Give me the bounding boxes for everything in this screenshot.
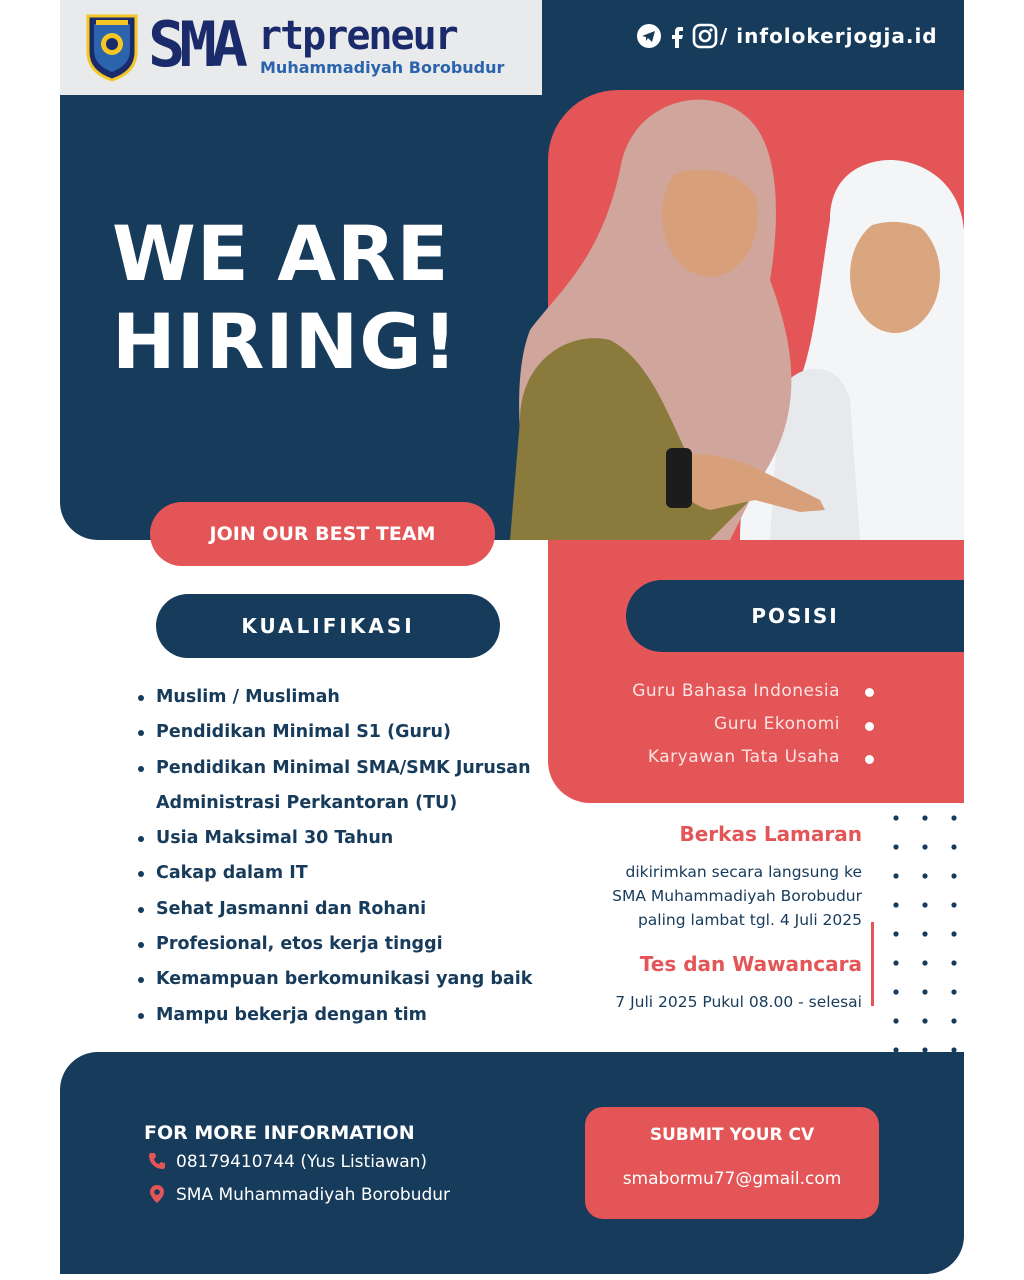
application-line: dikirimkan secara langsung ke <box>625 863 862 881</box>
list-item: Cakap dalam IT <box>136 856 546 891</box>
list-item: Kemampuan berkomunikasi yang baik <box>136 962 546 997</box>
decorative-dot <box>922 815 927 820</box>
decorative-dot <box>951 960 956 965</box>
decorative-dot <box>893 1018 898 1023</box>
qualifications-title: KUALIFIKASI <box>156 594 500 658</box>
phone-number[interactable]: 08179410744 (Yus Listiawan) <box>176 1152 428 1172</box>
list-item: Mampu bekerja dengan tim <box>136 998 546 1033</box>
instagram-icon[interactable] <box>692 23 718 49</box>
location-pin-icon <box>149 1184 165 1204</box>
decorative-dot <box>951 1018 956 1023</box>
decorative-dot <box>922 844 927 849</box>
decorative-dot <box>893 844 898 849</box>
brand-subtitle: Muhammadiyah Borobudur <box>260 58 505 77</box>
decorative-dot <box>893 931 898 936</box>
position-bullet <box>865 722 874 731</box>
position-item: Guru Bahasa Indonesia <box>632 681 840 701</box>
list-item: Usia Maksimal 30 Tahun <box>136 821 546 856</box>
decorative-dot <box>951 844 956 849</box>
position-item: Guru Ekonomi <box>714 714 840 734</box>
list-item: Pendidikan Minimal SMA/SMK Jurusan <box>136 751 546 786</box>
phone-icon <box>148 1152 166 1170</box>
decorative-dot <box>922 1018 927 1023</box>
join-team-button[interactable]: JOIN OUR BEST TEAM <box>150 502 495 566</box>
interview-title: Tes dan Wawancara <box>639 952 862 976</box>
social-handle: / infolokerjogja.id <box>720 24 938 48</box>
list-item-continuation: Administrasi Perkantoran (TU) <box>156 792 458 813</box>
application-title: Berkas Lamaran <box>679 822 862 846</box>
teacher-student-photo <box>500 60 964 540</box>
decorative-dot <box>951 902 956 907</box>
list-item: Profesional, etos kerja tinggi <box>136 927 546 962</box>
decorative-dot <box>951 873 956 878</box>
submit-cv-title: SUBMIT YOUR CV <box>649 1125 815 1145</box>
decorative-dot <box>951 815 956 820</box>
decorative-dot <box>922 989 927 994</box>
decorative-dot <box>893 902 898 907</box>
social-icons <box>636 22 718 50</box>
headline-line-2: HIRING! <box>112 297 459 386</box>
decorative-dot <box>893 989 898 994</box>
brand-suffix: rtpreneur <box>258 13 457 59</box>
address-text: SMA Muhammadiyah Borobudur <box>176 1185 451 1205</box>
decorative-dot <box>951 989 956 994</box>
school-crest-icon <box>84 12 140 82</box>
decorative-dot <box>893 873 898 878</box>
decorative-dot <box>922 931 927 936</box>
decorative-dot-grid <box>891 813 961 1053</box>
list-item: Pendidikan Minimal S1 (Guru) <box>136 715 546 750</box>
interview-detail: 7 Juli 2025 Pukul 08.00 - selesai <box>615 993 862 1011</box>
position-bullet <box>865 755 874 764</box>
telegram-icon[interactable] <box>636 23 662 49</box>
more-info-title: FOR MORE INFORMATION <box>144 1122 415 1144</box>
list-item: Muslim / Muslimah <box>136 680 546 715</box>
application-line: SMA Muhammadiyah Borobudur <box>612 887 862 905</box>
list-item: Sehat Jasmanni dan Rohani <box>136 892 546 927</box>
decorative-dot <box>922 960 927 965</box>
position-bullet <box>865 688 874 697</box>
positions-title: POSISI <box>626 580 964 652</box>
position-item: Karyawan Tata Usaha <box>647 747 840 767</box>
decorative-dot <box>893 960 898 965</box>
divider <box>871 922 874 1006</box>
qualifications-list <box>136 680 546 1033</box>
email-link[interactable]: smabormu77@gmail.com <box>622 1169 842 1189</box>
facebook-icon[interactable] <box>668 23 686 49</box>
headline-line-1: WE ARE <box>112 209 450 298</box>
decorative-dot <box>893 815 898 820</box>
application-line: paling lambat tgl. 4 Juli 2025 <box>637 911 862 929</box>
decorative-dot <box>951 931 956 936</box>
decorative-dot <box>922 873 927 878</box>
brand-prefix: SMA <box>148 8 242 81</box>
decorative-dot <box>922 902 927 907</box>
